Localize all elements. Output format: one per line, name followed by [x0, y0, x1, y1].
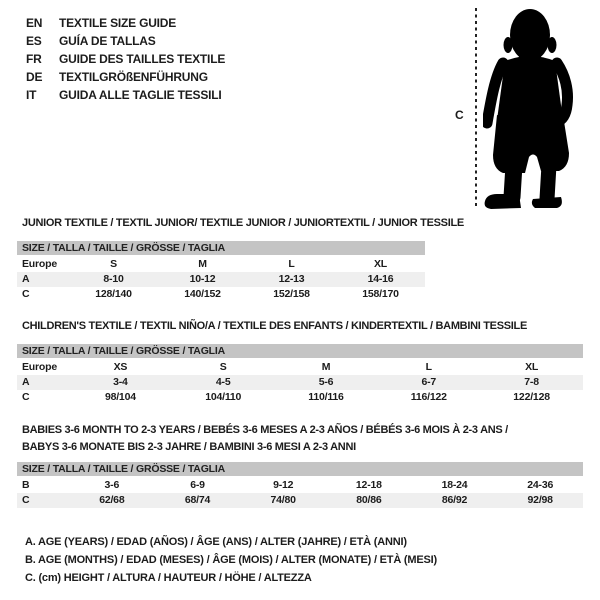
table-cell: 9-12 [273, 479, 294, 491]
table-cell: 6-7 [421, 376, 437, 388]
height-measure-label: C [455, 108, 464, 122]
language-title: TEXTILE SIZE GUIDE [59, 16, 177, 30]
table-size-header: SIZE / TALLA / TAILLE / GRÖSSE / TAGLIA [17, 462, 583, 476]
children-section-title: CHILDREN'S TEXTILE / TEXTIL NIÑO/A / TEXTILE DES ENFANTS / KINDERTEXTIL / BAMBINI TESSILE [22, 320, 527, 332]
table-cell: 12-18 [355, 479, 382, 491]
language-code: DE [26, 70, 43, 84]
language-title: GUIDA ALLE TAGLIE TESSILI [59, 88, 222, 102]
language-code: IT [26, 88, 37, 102]
table-row [17, 360, 583, 375]
language-code: EN [26, 16, 43, 30]
table-cell: L [288, 258, 295, 270]
table-cell: 92/98 [527, 494, 553, 506]
table-cell: S [219, 361, 227, 373]
language-title: TEXTILGRÖßENFÜHRUNG [59, 70, 208, 84]
table-cell: 3-4 [113, 376, 128, 388]
table-cell: XS [113, 361, 128, 373]
row-label: A [22, 273, 30, 285]
table-cell: XL [373, 258, 388, 270]
height-dotted-line [475, 8, 477, 207]
table-cell: 116/122 [410, 391, 447, 403]
table-cell: 152/158 [273, 288, 310, 300]
row-label: Europe [22, 258, 57, 270]
table-cell: 128/140 [95, 288, 132, 300]
table-cell: 86/92 [441, 494, 468, 506]
table-cell: M [321, 361, 331, 373]
language-code: ES [26, 34, 42, 48]
junior-size-table [17, 241, 425, 302]
table-cell: 98/104 [104, 391, 136, 403]
table-cell: 4-5 [215, 376, 231, 388]
baby-silhouette-image [483, 5, 595, 212]
table-cell: L [425, 361, 432, 373]
row-label: C [22, 288, 30, 300]
table-cell: 158/170 [362, 288, 399, 300]
table-cell: 18-24 [441, 479, 468, 491]
table-cell: 140/152 [184, 288, 221, 300]
table-cell: 104/110 [205, 391, 242, 403]
table-cell: 10-12 [189, 273, 216, 285]
children-size-table [17, 344, 583, 405]
legend [25, 533, 437, 587]
language-code: FR [26, 52, 42, 66]
table-cell: 122/128 [513, 391, 550, 403]
language-row [26, 50, 225, 68]
table-row [17, 390, 583, 405]
table-row [17, 478, 583, 493]
table-cell: 14-16 [367, 273, 394, 285]
language-row [26, 14, 225, 32]
row-label: C [22, 494, 30, 506]
table-cell: S [110, 258, 117, 270]
table-cell: 74/80 [270, 494, 296, 506]
table-cell: 110/116 [308, 391, 344, 403]
babies-section-title-line1: BABIES 3-6 MONTH TO 2-3 YEARS / BEBÉS 3-6 MESES A 2-3 AÑOS / BÉBÉS 3-6 MOIS À 2-3 ANS / [22, 424, 508, 436]
table-cell: XL [525, 361, 539, 373]
table-row [17, 493, 583, 508]
table-cell: 6-9 [190, 479, 205, 491]
table-cell: 62/68 [99, 494, 125, 506]
junior-section-title: JUNIOR TEXTILE / TEXTIL JUNIOR/ TEXTILE JUNIOR / JUNIORTEXTIL / JUNIOR TESSILE [22, 217, 464, 229]
language-row [26, 68, 225, 86]
table-row [17, 257, 425, 272]
table-cell: 5-6 [318, 376, 334, 388]
table-cell: 8-10 [103, 273, 124, 285]
table-cell: M [198, 258, 207, 270]
language-title: GUÍA DE TALLAS [59, 34, 156, 48]
language-row [26, 32, 225, 50]
row-label: A [22, 376, 30, 388]
row-label: B [22, 479, 30, 491]
babies-section-title-line2: BABYS 3-6 MONATE BIS 2-3 JAHRE / BAMBINI 3-6 MESI A 2-3 ANNI [22, 441, 356, 453]
language-title: GUIDE DES TAILLES TEXTILE [59, 52, 226, 66]
table-cell: 80/86 [356, 494, 382, 506]
row-label: Europe [22, 361, 57, 373]
table-size-header: SIZE / TALLA / TAILLE / GRÖSSE / TAGLIA [17, 344, 583, 358]
babies-size-table [17, 462, 583, 508]
table-cell: 12-13 [278, 273, 305, 285]
table-row [17, 272, 425, 287]
table-cell: 68/74 [184, 494, 211, 506]
table-size-header: SIZE / TALLA / TAILLE / GRÖSSE / TAGLIA [17, 241, 425, 255]
legend-line-c: C. (cm) HEIGHT / ALTURA / HAUTEUR / HÖHE / ALTEZZA [25, 572, 312, 584]
legend-line-b: B. AGE (MONTHS) / EDAD (MESES) / ÂGE (MOIS) / ALTER (MONATE) / ETÀ (MESI) [25, 554, 437, 566]
legend-line-a: A. AGE (YEARS) / EDAD (AÑOS) / ÂGE (ANS) / ALTER (JAHRE) / ETÀ (ANNI) [25, 536, 407, 548]
language-row [26, 86, 225, 104]
table-row [17, 287, 425, 302]
row-label: C [22, 391, 30, 403]
table-cell: 24-36 [527, 479, 554, 491]
language-list [26, 14, 225, 104]
table-cell: 7-8 [524, 376, 539, 388]
table-row [17, 375, 583, 390]
table-cell: 3-6 [104, 479, 120, 491]
